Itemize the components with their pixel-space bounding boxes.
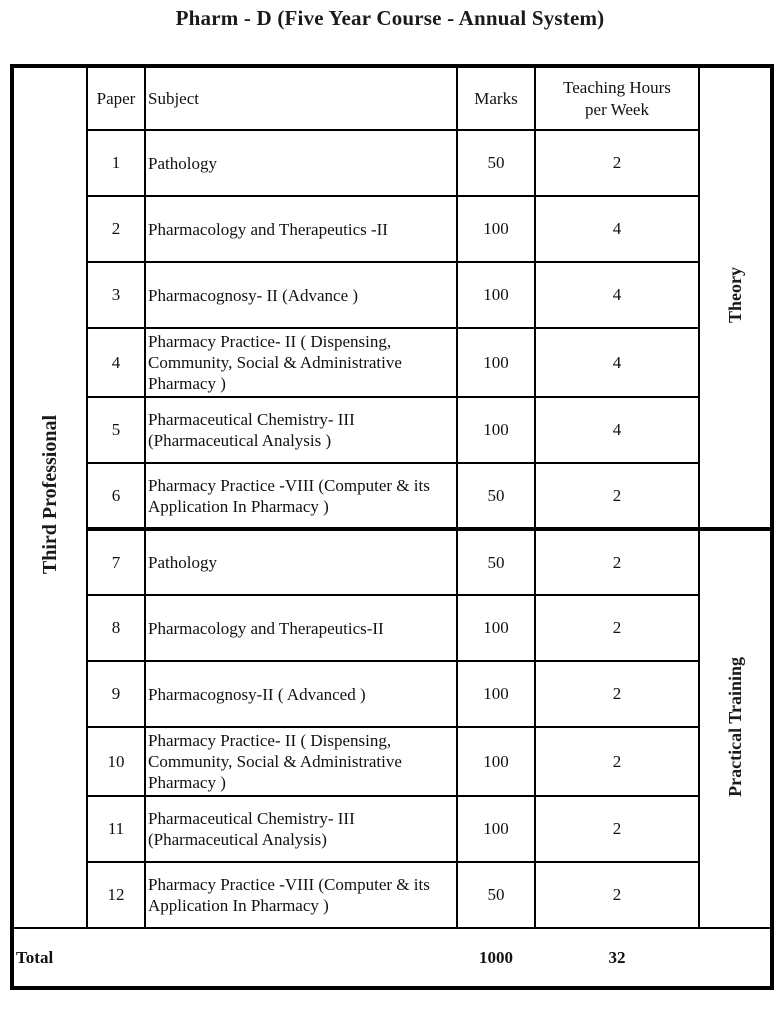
table-row	[12, 196, 772, 262]
column-header-subject: Subject	[145, 66, 457, 130]
page-title: Pharm - D (Five Year Course - Annual System)	[175, 6, 605, 30]
row-group-label-cell	[12, 66, 87, 928]
hours-cell: 2	[535, 463, 699, 529]
total-row	[12, 928, 772, 988]
hours-cell: 4	[535, 262, 699, 328]
header-row	[12, 66, 772, 130]
table-row	[12, 862, 772, 928]
total-label-cell: Total	[12, 928, 457, 988]
table-row	[12, 397, 772, 463]
subject-cell: Pharmaceutical Chemistry- III (Pharmaceutical Analysis )	[145, 397, 457, 463]
table-row	[12, 130, 772, 196]
section-label-cell-practical	[699, 529, 772, 928]
teaching-hours-line2: per Week	[585, 99, 649, 119]
paper-cell: 5	[87, 397, 145, 463]
subject-cell: Pharmacognosy-II ( Advanced )	[145, 661, 457, 727]
section-label-cell-theory	[699, 66, 772, 529]
marks-cell: 100	[457, 796, 535, 862]
table-row	[12, 262, 772, 328]
paper-cell: 3	[87, 262, 145, 328]
theory-label: Theory	[724, 267, 745, 323]
paper-cell: 2	[87, 196, 145, 262]
table-row	[12, 463, 772, 529]
table-row	[12, 529, 772, 595]
subject-cell: Pharmacy Practice- II ( Dispensing, Community, Social & Administrative Pharmacy )	[145, 727, 457, 796]
subject-cell: Pharmacology and Therapeutics-II	[145, 595, 457, 661]
paper-cell: 10	[87, 727, 145, 796]
hours-cell: 2	[535, 727, 699, 796]
hours-cell: 2	[535, 796, 699, 862]
marks-cell: 50	[457, 130, 535, 196]
column-header-teaching-hours	[535, 66, 699, 130]
hours-cell: 4	[535, 397, 699, 463]
marks-cell: 100	[457, 595, 535, 661]
total-hours-cell: 32	[535, 928, 699, 988]
marks-cell: 50	[457, 529, 535, 595]
marks-cell: 100	[457, 727, 535, 796]
subject-cell: Pharmacy Practice -VIII (Computer & its Application In Pharmacy )	[145, 862, 457, 928]
paper-cell: 4	[87, 328, 145, 397]
marks-cell: 100	[457, 262, 535, 328]
subject-cell: Pharmacy Practice -VIII (Computer & its Application In Pharmacy )	[145, 463, 457, 529]
table-row	[12, 661, 772, 727]
table-row	[12, 727, 772, 796]
marks-cell: 50	[457, 862, 535, 928]
hours-cell: 2	[535, 130, 699, 196]
marks-cell: 100	[457, 196, 535, 262]
practical-training-label: Practical Training	[724, 656, 745, 797]
subject-cell: Pharmacy Practice- II ( Dispensing, Community, Social & Administrative Pharmacy )	[145, 328, 457, 397]
marks-cell: 100	[457, 328, 535, 397]
teaching-hours-line1: Teaching Hours	[563, 77, 671, 97]
subject-cell: Pathology	[145, 529, 457, 595]
table-row	[12, 328, 772, 397]
table-row	[12, 595, 772, 661]
total-empty-cell	[699, 928, 772, 988]
subject-cell: Pharmacology and Therapeutics -II	[145, 196, 457, 262]
course-schedule-table	[10, 64, 774, 990]
hours-cell: 2	[535, 661, 699, 727]
hours-cell: 2	[535, 529, 699, 595]
hours-cell: 4	[535, 328, 699, 397]
marks-cell: 100	[457, 397, 535, 463]
subject-cell: Pharmacognosy- II (Advance )	[145, 262, 457, 328]
marks-cell: 100	[457, 661, 535, 727]
third-professional-label: Third Professional	[38, 415, 61, 575]
paper-cell: 9	[87, 661, 145, 727]
total-marks-cell: 1000	[457, 928, 535, 988]
paper-cell: 11	[87, 796, 145, 862]
marks-cell: 50	[457, 463, 535, 529]
subject-cell: Pathology	[145, 130, 457, 196]
column-header-marks: Marks	[457, 66, 535, 130]
paper-cell: 12	[87, 862, 145, 928]
paper-cell: 1	[87, 130, 145, 196]
paper-cell: 7	[87, 529, 145, 595]
column-header-paper: Paper	[87, 66, 145, 130]
hours-cell: 4	[535, 196, 699, 262]
hours-cell: 2	[535, 862, 699, 928]
subject-cell: Pharmaceutical Chemistry- III (Pharmaceutical Analysis)	[145, 796, 457, 862]
paper-cell: 6	[87, 463, 145, 529]
hours-cell: 2	[535, 595, 699, 661]
paper-cell: 8	[87, 595, 145, 661]
table-row	[12, 796, 772, 862]
